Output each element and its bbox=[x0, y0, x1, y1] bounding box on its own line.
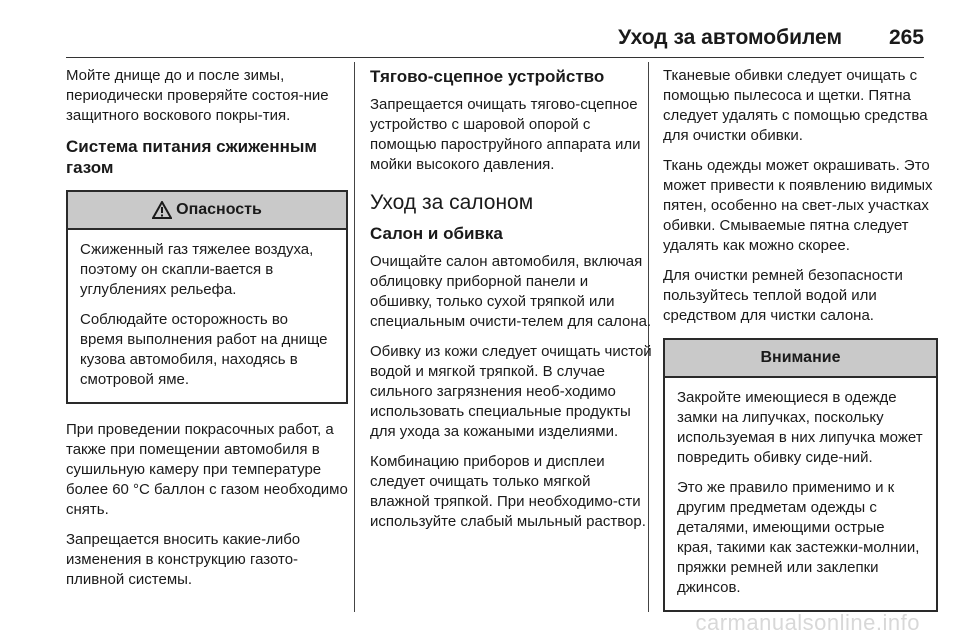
warning-triangle-icon bbox=[152, 201, 172, 219]
danger-text: Сжиженный газ тяжелее воздуха, поэтому он скапли-вается в углублениях рельефа. bbox=[80, 241, 314, 298]
paragraph: Комбинацию приборов и дисплеи следует очищать только мягкой влажной тряпкой. При необходимо-сти используйте слабый мыльный раствор. bbox=[370, 453, 646, 530]
paragraph: Мойте днище до и после зимы, периодически проверяйте состоя-ние защитного воскового покры-тия. bbox=[66, 67, 329, 124]
page-header bbox=[66, 24, 924, 58]
notice-box-header bbox=[665, 340, 936, 378]
section-heading: Тягово-сцепное устройство bbox=[370, 67, 605, 86]
notice-title: Внимание bbox=[760, 349, 841, 366]
paragraph: Ткань одежды может окрашивать. Это может привести к появлению видимых пятен, особенно на свет-лых участках обивки. Смываемые пятна следует удалять как можно скорее. bbox=[663, 157, 933, 254]
section-heading: Система питания сжиженным газом bbox=[66, 137, 317, 177]
notice-text: Закройте имеющиеся в одежде замки на липучках, поскольку используемая в них липучка может повредить обивку сиде-ний. bbox=[677, 389, 923, 466]
chapter-heading: Уход за салоном bbox=[370, 191, 534, 214]
notice-text: Это же правило применимо и к другим предметам одежды с деталями, имеющими острые края, такими как застежки-молнии, пряжки ремней или заклепки джинсов. bbox=[677, 479, 920, 596]
header-rule bbox=[66, 57, 924, 58]
danger-title: Опасность bbox=[176, 201, 262, 218]
danger-box bbox=[66, 190, 348, 404]
paragraph: При проведении покрасочных работ, а также при помещении автомобиля в сушильную камеру при температуре более 60 °С баллон с газом необходимо снять. bbox=[66, 421, 348, 518]
danger-text: Соблюдайте осторожность во время выполнения работ на днище кузова автомобиля, находясь в смотровой яме. bbox=[80, 311, 328, 388]
column-3 bbox=[663, 66, 938, 628]
danger-box-header bbox=[68, 192, 346, 230]
column-1 bbox=[66, 66, 348, 600]
paragraph: Запрещается очищать тягово-сцепное устройство с шаровой опорой с помощью пароструйного аппарата или мойки высокого давления. bbox=[370, 96, 641, 173]
section-title: Уход за автомобилем bbox=[618, 26, 842, 49]
column-divider bbox=[354, 62, 355, 612]
paragraph: Запрещается вносить какие-либо изменения в конструкцию газото-пливной системы. bbox=[66, 531, 301, 588]
paragraph: Тканевые обивки следует очищать с помощью пылесоса и щетки. Пятна следует удалять с помощью средства для очистки обивки. bbox=[663, 67, 928, 144]
paragraph: Очищайте салон автомобиля, включая облицовку приборной панели и обшивку, только сухой тряпкой или специальным очисти-телем для салона. bbox=[370, 253, 652, 330]
notice-box bbox=[663, 338, 938, 612]
column-2 bbox=[370, 66, 652, 542]
watermark: carmanualsonline.info bbox=[695, 610, 920, 635]
page-number: 265 bbox=[888, 26, 924, 49]
paragraph: Обивку из кожи следует очищать чистой водой и мягкой тряпкой. В случае сильного загрязнения необ-ходимо использовать специальные продукты для ухода за кожаными изделиями. bbox=[370, 343, 652, 440]
subsection-heading: Салон и обивка bbox=[370, 224, 503, 243]
paragraph: Для очистки ремней безопасности пользуйтесь теплой водой или средством для чистки салона. bbox=[663, 267, 903, 324]
